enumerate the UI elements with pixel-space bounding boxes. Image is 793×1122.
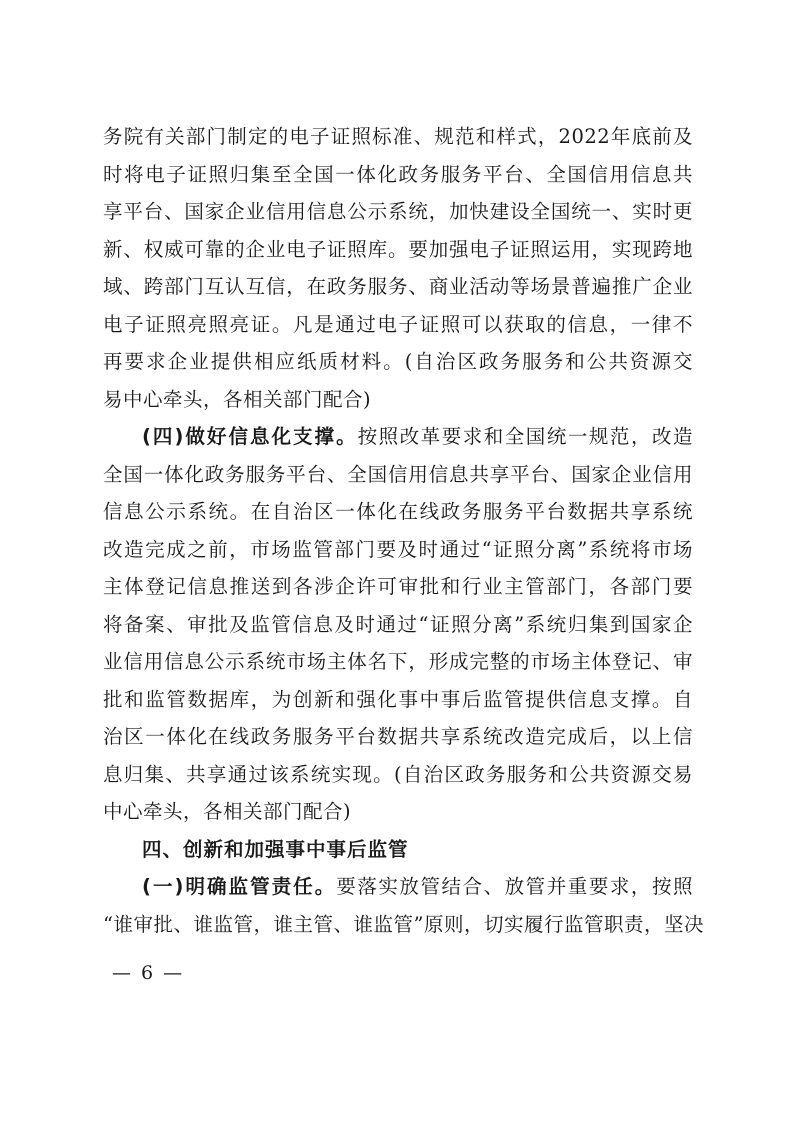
para1-line-1: 务院有关部门制定的电子证照标准、规范和样式，2022年底前及 <box>103 125 693 148</box>
para2-line-9: 治区一体化在线政务服务平台数据共享系统改造完成后，以上信 <box>103 725 693 748</box>
page-number: — 6 — <box>112 962 185 984</box>
para2-first-rest: 按照改革要求和全国统一规范，改造 <box>357 425 693 448</box>
para2-line-8: 批和监管数据库，为创新和强化事中事后监管提供信息支撑。自 <box>103 687 693 711</box>
para1-line-6: 电子证照亮照亮证。凡是通过电子证照可以获取的信息，一律不 <box>103 312 693 336</box>
para1-line-3: 享平台、国家企业信用信息公示系统，加快建设全国统一、实时更 <box>103 200 693 223</box>
para2-line-1 <box>103 418 693 456</box>
para3-lead: (一)明确监管责任。 <box>142 875 337 898</box>
para2-lead: (四)做好信息化支撑。 <box>142 425 358 448</box>
para1-line-7: 再要求企业提供相应纸质材料。(自治区政务服务和公共资源交 <box>103 350 693 373</box>
body-text <box>103 118 704 943</box>
para2-line-3: 信息公示系统。在自治区一体化在线政务服务平台数据共享系统 <box>103 500 693 523</box>
para3-line-1 <box>103 868 693 906</box>
para2-line-7: 业信用信息公示系统市场主体名下，形成完整的市场主体登记、审 <box>103 650 693 673</box>
para2-line-5: 主体登记信息推送到各涉企许可审批和行业主管部门，各部门要 <box>103 575 693 598</box>
para2-line-2: 全国一体化政务服务平台、全国信用信息共享平台、国家企业信用 <box>103 462 693 486</box>
para2-line-4: 改造完成之前，市场监管部门要及时通过“证照分离”系统将市场 <box>103 537 693 561</box>
para3-first-rest: 要落实放管结合、放管并重要求，按照 <box>336 875 693 898</box>
para2-line-11: 中心牵头，各相关部门配合) <box>103 800 352 823</box>
para1-line-4: 新、权威可靠的企业电子证照库。要加强电子证照运用，实现跨地 <box>103 237 693 261</box>
para1-line-5: 域、跨部门互认互信，在政务服务、商业活动等场景普遍推广企业 <box>103 275 693 298</box>
section-heading: 四、创新和加强事中事后监管 <box>142 837 409 861</box>
para2-line-6: 将备案、审批及监管信息及时通过“证照分离”系统归集到国家企 <box>103 612 693 636</box>
para2-line-10: 息归集、共享通过该系统实现。(自治区政务服务和公共资源交易 <box>103 762 693 786</box>
para1-line-2: 时将电子证照归集至全国一体化政务服务平台、全国信用信息共 <box>103 162 693 186</box>
para1-line-8: 易中心牵头，各相关部门配合) <box>103 387 372 411</box>
para3-line-2: “谁审批、谁监管，谁主管、谁监管”原则，切实履行监管职责，坚决 <box>103 912 704 936</box>
